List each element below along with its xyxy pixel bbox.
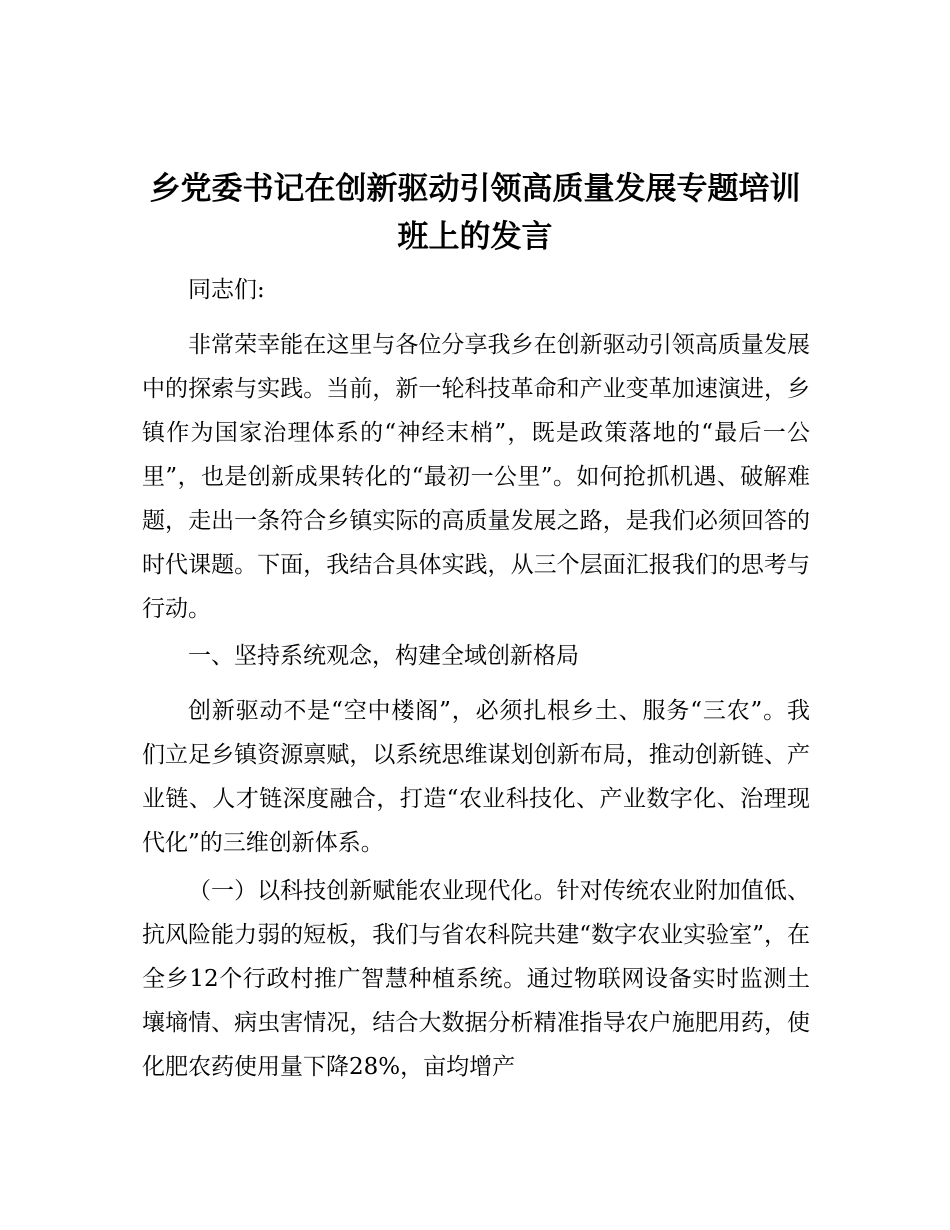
salutation: 同志们: <box>188 277 265 303</box>
section-heading-1: 一、坚持系统观念，构建全域创新格局 <box>188 643 579 669</box>
paragraph-section1-body: 创新驱动不是“空中楼阁”，必须扎根乡土、服务“三农”。我们立足乡镇资源禀赋，以系统思维谋划创新布局，推动创新链、产业链、人才链深度融合，打造“农业科技化、产业数字化、治理现代化”的三维创新体系。 <box>142 698 810 856</box>
paragraph-intro: 非常荣幸能在这里与各位分享我乡在创新驱动引领高质量发展中的探索与实践。当前，新一轮科技革命和产业变革加速演进，乡镇作为国家治理体系的“神经末梢”，既是政策落地的“最后一公里”，也是创新成果转化的“最初一公里”。如何抢抓机遇、破解难题，走出一条符合乡镇实际的高质量发展之路，是我们必须回答的时代课题。下面，我结合具体实践，从三个层面汇报我们的思考与行动。 <box>142 332 810 622</box>
paragraph-section1-item1: （一）以科技创新赋能农业现代化。针对传统农业附加值低、抗风险能力弱的短板，我们与省农科院共建“数字农业实验室”，在全乡12个行政村推广智慧种植系统。通过物联网设备实时监测土壤墒情、病虫害情况，结合大数据分析精准指导农户施肥用药，使化肥农药使用量下降28%，亩均增产 <box>142 878 810 1080</box>
document-title: 乡党委书记在创新驱动引领高质量发展专题培训班上的发言 <box>149 171 801 255</box>
